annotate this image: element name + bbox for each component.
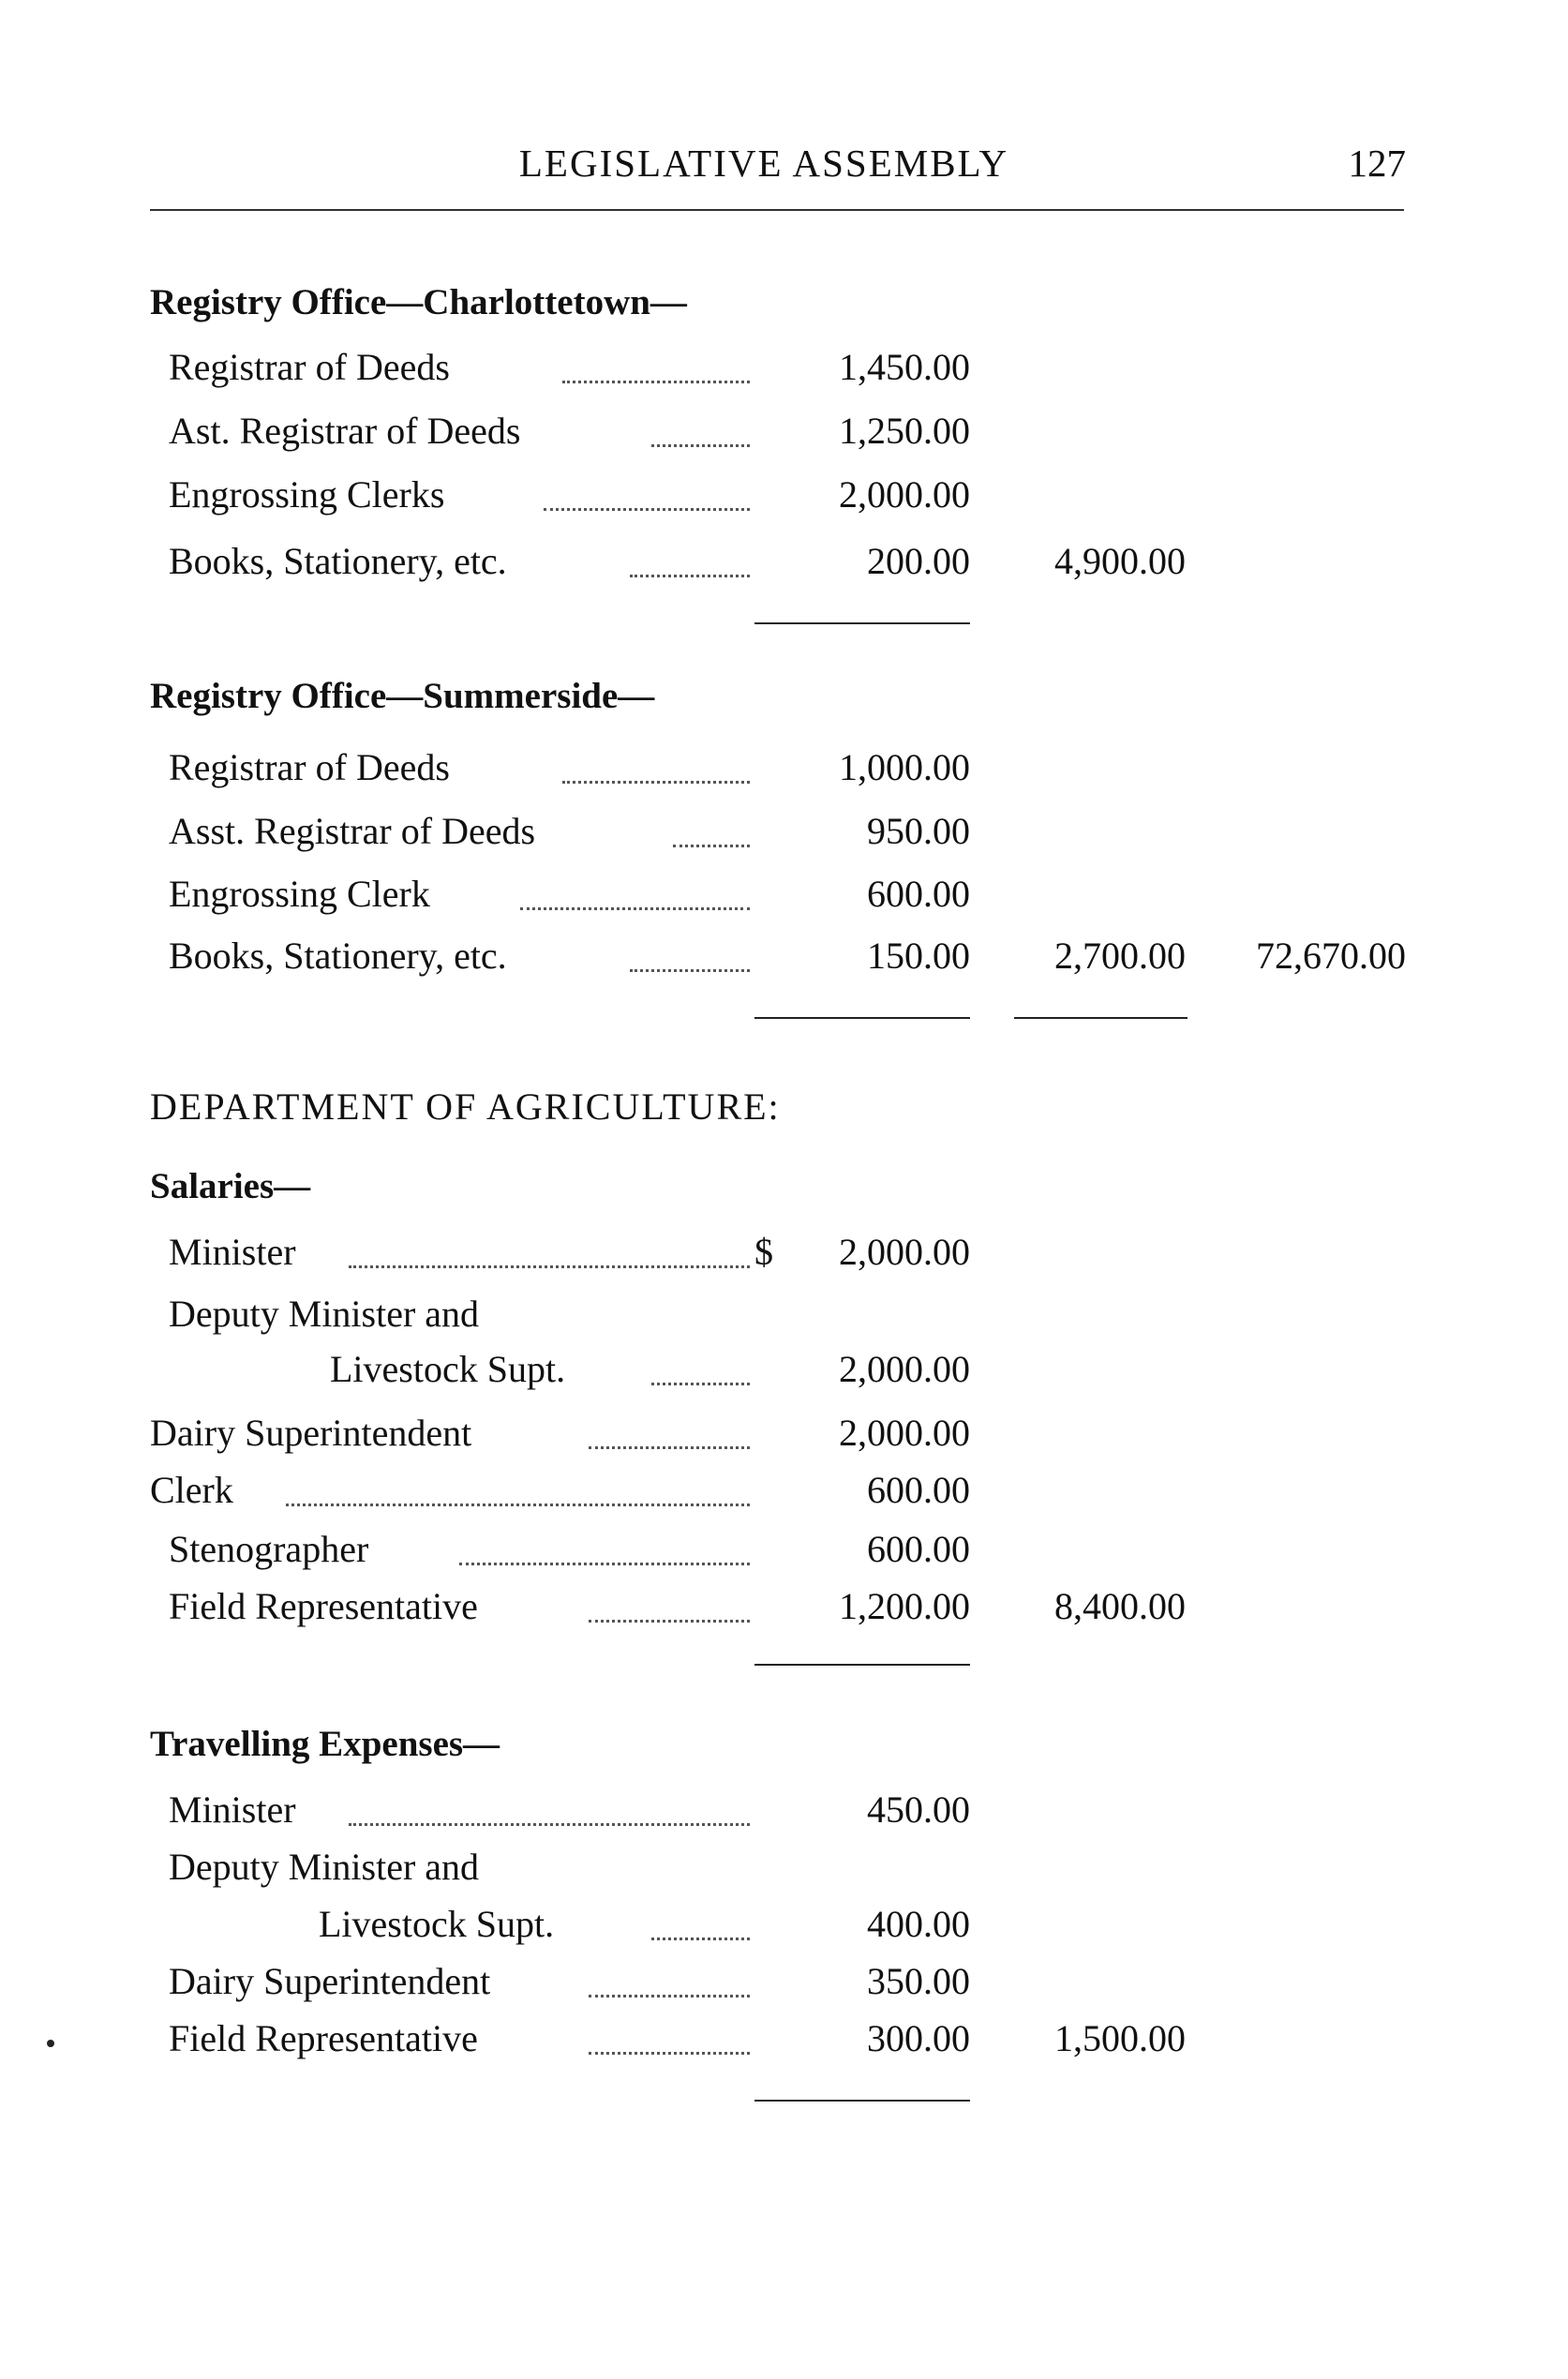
line-item-label: Ast. Registrar of Deeds (169, 410, 521, 452)
line-item-continuation (0, 1902, 1568, 1953)
dot-leader (630, 969, 750, 972)
line-item-amount: 1,000.00 (839, 746, 970, 788)
total-amount: 72,670.00 (1256, 935, 1406, 977)
line-item (0, 539, 1568, 590)
line-item-label: Minister (169, 1231, 296, 1273)
line-item (0, 345, 1568, 396)
line-item (0, 1292, 1568, 1342)
sum-rule (754, 2100, 970, 2102)
page-number: 127 (1348, 142, 1406, 185)
section-heading-charlottetown: Registry Office—Charlottetown— (150, 282, 687, 322)
running-header-title: LEGISLATIVE ASSEMBLY (518, 142, 1009, 185)
line-item-label: Dairy Superintendent (169, 1960, 491, 2002)
line-item-label: Registrar of Deeds (169, 346, 450, 388)
line-item (0, 872, 1568, 922)
line-item-label: Asst. Registrar of Deeds (169, 810, 536, 852)
line-item (0, 1845, 1568, 1895)
line-item (0, 472, 1568, 523)
line-item (0, 1468, 1568, 1519)
line-item (0, 1959, 1568, 2010)
dot-leader (286, 1504, 750, 1506)
line-item-amount: 950.00 (867, 810, 970, 852)
line-item-amount: 350.00 (867, 1960, 970, 2002)
sum-rule (1014, 1017, 1187, 1019)
line-item-amount: 300.00 (867, 2017, 970, 2059)
sum-rule (754, 1664, 970, 1666)
line-item-amount: 2,000.00 (839, 1231, 970, 1273)
header-rule (150, 209, 1404, 211)
line-item-amount: 1,200.00 (839, 1585, 970, 1627)
line-item (0, 409, 1568, 459)
line-item-label: Field Representative (169, 1585, 478, 1627)
line-item-amount: 1,250.00 (839, 410, 970, 452)
line-item-label: Books, Stationery, etc. (169, 935, 507, 977)
line-item (0, 1788, 1568, 1838)
line-item-amount: 450.00 (867, 1788, 970, 1831)
line-item (0, 745, 1568, 796)
dot-leader (630, 575, 750, 577)
subtotal-amount: 1,500.00 (1054, 2017, 1186, 2059)
margin-dot (47, 2040, 54, 2047)
line-item-amount: 600.00 (867, 873, 970, 915)
line-item-label: Minister (169, 1788, 296, 1831)
dollar-sign: $ (754, 1231, 773, 1273)
dot-leader (651, 444, 750, 447)
line-item-amount: 400.00 (867, 1903, 970, 1945)
line-item-amount: 600.00 (867, 1469, 970, 1511)
line-item (0, 2016, 1568, 2067)
line-item-amount: 2,000.00 (839, 1348, 970, 1390)
subtotal-amount: 2,700.00 (1054, 935, 1186, 977)
line-item-label: Clerk (150, 1469, 233, 1511)
line-item-amount: 2,000.00 (839, 1412, 970, 1454)
line-item-amount: 200.00 (867, 540, 970, 582)
line-item-label-continued: Livestock Supt. (330, 1348, 566, 1390)
line-item (0, 1584, 1568, 1635)
section-heading-summerside: Registry Office—Summerside— (150, 676, 655, 716)
line-item (0, 1411, 1568, 1461)
line-item (0, 934, 1568, 984)
line-item-label-continued: Livestock Supt. (319, 1903, 555, 1945)
line-item-label: Books, Stationery, etc. (169, 540, 507, 582)
line-item-amount: 150.00 (867, 935, 970, 977)
line-item-label: Stenographer (169, 1528, 369, 1570)
subtotal-amount: 8,400.00 (1054, 1585, 1186, 1627)
line-item-label: Field Representative (169, 2017, 478, 2059)
dot-leader (520, 907, 750, 910)
sum-rule (754, 1017, 970, 1019)
line-item-label: Engrossing Clerks (169, 473, 445, 516)
dot-leader (589, 1620, 750, 1623)
dot-leader (589, 1995, 750, 1997)
dot-leader (459, 1563, 750, 1565)
line-item-amount: 600.00 (867, 1528, 970, 1570)
section-heading-salaries: Salaries— (150, 1166, 311, 1206)
line-item (0, 809, 1568, 860)
dot-leader (349, 1823, 750, 1826)
line-item-label: Deputy Minister and (169, 1846, 480, 1888)
dot-leader (562, 381, 750, 383)
dot-leader (673, 845, 750, 847)
line-item-label: Engrossing Clerk (169, 873, 430, 915)
line-item (0, 1527, 1568, 1578)
subtotal-amount: 4,900.00 (1054, 540, 1186, 582)
line-item-amount: 1,450.00 (839, 346, 970, 388)
section-heading-travelling-expenses: Travelling Expenses— (150, 1724, 500, 1764)
dot-leader (544, 508, 750, 511)
dot-leader (651, 1383, 750, 1385)
dot-leader (589, 1446, 750, 1449)
line-item-label: Registrar of Deeds (169, 746, 450, 788)
line-item-continuation (0, 1347, 1568, 1398)
line-item (0, 1230, 1568, 1280)
dot-leader (562, 781, 750, 784)
line-item-label: Deputy Minister and (169, 1293, 480, 1335)
department-heading: DEPARTMENT OF AGRICULTURE: (150, 1085, 781, 1128)
sum-rule (754, 622, 970, 624)
dot-leader (651, 1938, 750, 1940)
dot-leader (589, 2052, 750, 2055)
line-item-amount: 2,000.00 (839, 473, 970, 516)
line-item-label: Dairy Superintendent (150, 1412, 472, 1454)
dot-leader (349, 1265, 750, 1268)
